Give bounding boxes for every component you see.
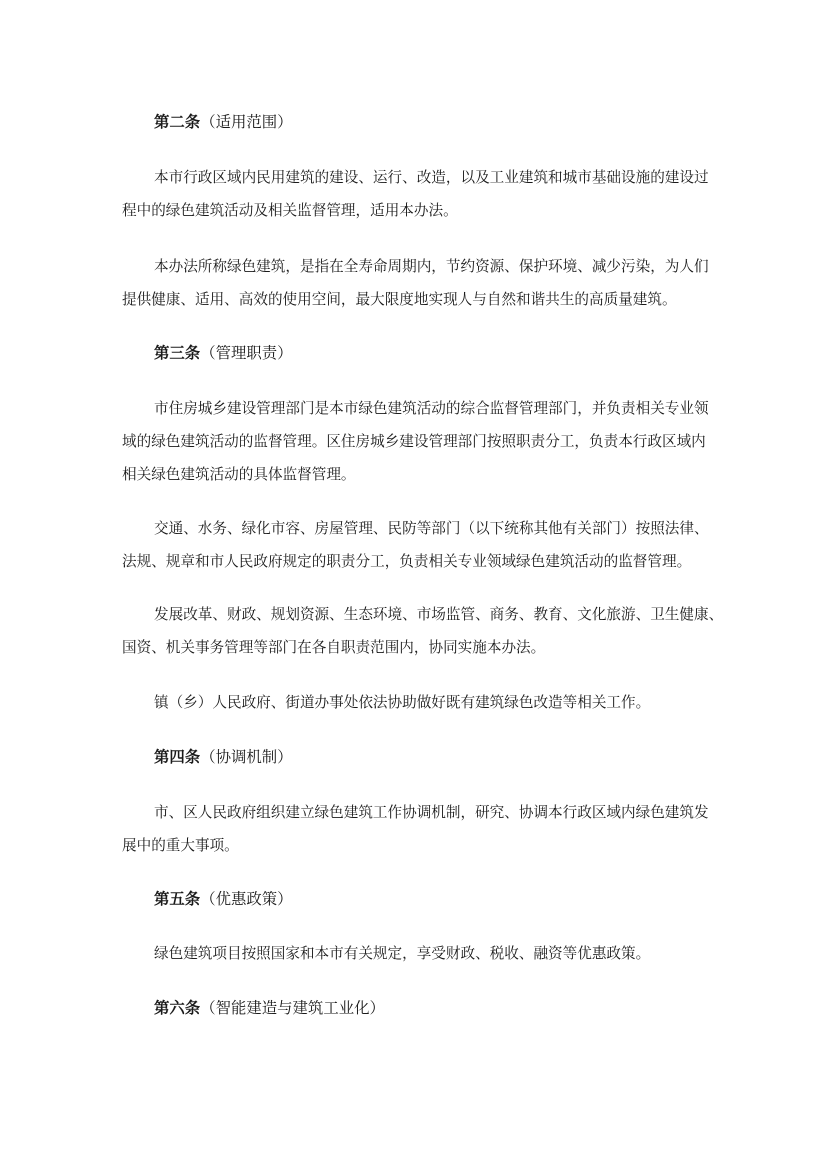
heading-line: [122, 336, 722, 370]
paragraph-line: 国资、机关事务管理等部门在各自职责范围内，协同实施本办法。: [122, 639, 546, 656]
article-2-paragraph-1: [122, 161, 722, 227]
paragraph-line: 域的绿色建筑活动的监督管理。区住房城乡建设管理部门按照职责分工，负责本行政区域内: [122, 433, 706, 450]
article-2-heading: [122, 105, 722, 139]
paragraph-line: 程中的绿色建筑活动及相关监督管理，适用本办法。: [122, 202, 458, 219]
article-title: （管理职责）: [200, 344, 293, 362]
article-4-paragraph-1: [122, 796, 722, 862]
paragraph-line: 法规、规章和市人民政府规定的职责分工，负责相关专业领域绿色建筑活动的监督管理。: [122, 553, 692, 570]
article-number: 第六条: [154, 999, 201, 1017]
article-title: （优惠政策）: [200, 890, 293, 908]
article-3-paragraph-4: [122, 686, 722, 719]
paragraph-line: 镇（乡）人民政府、街道办事处依法协助做好既有建筑绿色改造等相关工作。: [154, 694, 651, 711]
paragraph-line: 绿色建筑项目按照国家和本市有关规定，享受财政、税收、融资等优惠政策。: [154, 945, 651, 962]
article-3-paragraph-1: [122, 392, 722, 491]
paragraph-line: 展中的重大事项。: [122, 837, 239, 854]
article-5-paragraph-1: [122, 937, 722, 970]
heading-line: [122, 105, 722, 139]
article-title: （智能建造与建筑工业化）: [200, 999, 385, 1017]
article-4-heading: [122, 740, 722, 774]
paragraph-line: 本办法所称绿色建筑，是指在全寿命周期内，节约资源、保护环境、减少污染，为人们: [154, 258, 709, 275]
heading-line: [122, 991, 722, 1025]
article-number: 第四条: [154, 748, 201, 766]
paragraph-line: 市、区人民政府组织建立绿色建筑工作协调机制，研究、协调本行政区域内绿色建筑发: [154, 804, 709, 821]
article-2-paragraph-2: [122, 250, 722, 316]
article-title: （适用范围）: [200, 113, 293, 131]
paragraph-line: 相关绿色建筑活动的具体监督管理。: [122, 466, 356, 483]
article-3-heading: [122, 336, 722, 370]
heading-line: [122, 740, 722, 774]
article-title: （协调机制）: [200, 748, 293, 766]
article-number: 第五条: [154, 890, 201, 908]
article-number: 第二条: [154, 113, 201, 131]
paragraph-line: 提供健康、适用、高效的使用空间，最大限度地实现人与自然和谐共生的高质量建筑。: [122, 291, 677, 308]
paragraph-line: 交通、水务、绿化市容、房屋管理、民防等部门（以下统称其他有关部门）按照法律、: [154, 520, 709, 537]
article-number: 第三条: [154, 344, 201, 362]
heading-line: [122, 882, 722, 916]
paragraph-line: 发展改革、财政、规划资源、生态环境、市场监管、商务、教育、文化旅游、卫生健康、: [154, 606, 724, 623]
article-3-paragraph-2: [122, 512, 722, 578]
paragraph-line: 本市行政区域内民用建筑的建设、运行、改造，以及工业建筑和城市基础设施的建设过: [154, 169, 709, 186]
paragraph-line: 市住房城乡建设管理部门是本市绿色建筑活动的综合监督管理部门，并负责相关专业领: [154, 400, 709, 417]
article-3-paragraph-3: [122, 598, 722, 664]
article-5-heading: [122, 882, 722, 916]
article-6-heading: [122, 991, 722, 1025]
